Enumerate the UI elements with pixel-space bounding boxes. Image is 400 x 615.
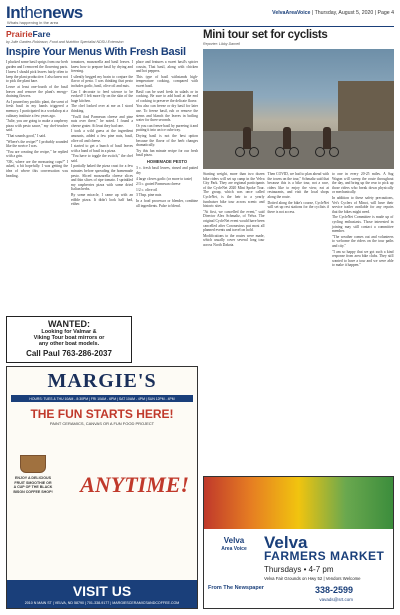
article-column: Then COVID, we had to plan ahead with the towns on the tour," Schmaltz said that because this is a bike tour, not a race, riders like to enjoy the view, eat at restaurants, and visit the local shops along the route. Dotted along the bike's course, CycleNet will set up rest stations for the cyclists if there is not access. <box>267 172 329 214</box>
tagline: Whats happening in the area <box>7 20 59 25</box>
newspaper-promo: From The Newspaper <box>208 585 264 591</box>
margies-footer: VISIT US 2010 N MAIN ST | VELVA, ND 58790 | 701-338-9177 | MARGIESCERAMICSANDCOFFEE.COM <box>7 580 197 608</box>
produce-image <box>204 477 393 529</box>
wanted-ad: WANTED: Looking for Valmar & Viking Tour boat mirrors or any other boat models. Call Paul 763-286-2037 <box>6 316 132 363</box>
article-column: to one in every 20-25 miles. A Sag Wagon will sweep the route throughout the day, and bring up the rear to pick up those riders who break down physically or mechanically. In addition to these safety precautions, Vet's Cyclers of Minot, will have their service trailer available for any repairs that the bikes might need. The CycleNet Committee is made up of cycling enthusiasts. Those interested in joining may still contact a committee member. "The weather comes out and volunteers to welcome the riders on the tour paths and city." "I am so happy that we got such a kind response from area bike clubs. They still wanted to have a tour and we were able to make it happen." <box>332 172 394 268</box>
article-column: I plucked some basil sprigs from our herb garden and I removed the flowering parts. I knew I should pick leaves fairly often to keep the plant productive. I also knew not to pick the plant bare. Leave at least one-fourth of the basil leaves and remove the plant's energy-draining flowers. As I pruned my prolific plant, the scent of fresh basil in my hands triggered a memory. I participated in a workshop at a culinary institute a few years ago. "Julie, you are going to make a raspberry pizza with pesto sauce," my chef-teacher said. "That sounds good," I said. "Where's the recipe?" I probably sounded like the novice I was. "You are creating the recipe," he replied with a grin. "OK, where are the measuring cups?" I asked, a bit hopefully. I was getting the idea of where this conversation was heading. <box>6 60 68 178</box>
market-title: FARMERS MARKET <box>264 549 385 563</box>
logo: Inthenews <box>6 3 83 22</box>
coffee-cup-icon <box>20 455 46 473</box>
right-article <box>203 29 394 269</box>
masthead <box>6 3 394 25</box>
ad-phone: 338-2599 <box>314 585 353 595</box>
margies-tagline: THE FUN STARTS HERE! <box>30 407 174 421</box>
article-column: place and features a sweet basil's spicier cousin, Thai basil, along with chicken and hot peppers. This type of basil withstands high-temperature cooking, compared with sweet basil. Basil can be used fresh in salads or in cooking. Be sure to add basil at the end of cooking to preserve the delicate flavor. You also can freeze or dry basil for later use. To freeze basil, rub or remove the stems and blanch the leaves in boiling water for three seconds. Or you can freeze basil by pureeing it and putting it into an ice cube tray. Drying basil is not the best option because the flavor of the herb changes dramatically. Try this fun minute recipe for our fresh basil pizza. HOMEMADE PESTO 3 c. fresh basil leaves, rinsed and patted dry 4 large cloves garlic (or more to taste) 2/3 c. grated Parmesan cheese 1/2 c. olive oil 3 Tbsp. pine nuts In a food processor or blender, combine all ingredients. Pulse to blend. <box>136 60 198 208</box>
byline: by Julie Garden-Robinson, Food and Nutrition Specialist NDSU Extension <box>6 40 124 44</box>
wanted-phone: Call Paul 763-286-2037 <box>26 349 112 358</box>
margies-logo: MARGIE'S <box>47 370 157 392</box>
article-headline: Inspire Your Menus With Fresh Basil <box>6 46 186 58</box>
recipe-title: HOMEMADE PESTO <box>146 158 188 164</box>
market-title-velva: Velva <box>264 533 308 552</box>
byline: Reporter: Libby Darnell <box>203 42 240 46</box>
article-column: tomatoes, mozzarella and basil leaves. I knew how to prepare basil by drying and freezing. I silently begged my brain to conjure the flavor of pesto. I was thinking that pesto includes garlic, basil, olive oil and nuts. Can I decorate to feed science to be evoked? I felt more fly on the skin of the huge kitchen. The chef looked over at me as I stood thinking. "You'll find Parmesan cheese and pine nuts over there," he noted. I found a cheese grater. At least they had one. I took a wild guess at the ingredient amounts, added a few pine nuts, basil, olive oil and cheese. I started to get a bunch of basil leaves with a hand of basil in a pizza. "You have to toggle the switch," the chef said. I partially baked the pizza crust for a few minutes before spreading the homemade pesto. Sliced mozzarella cheese slices and thin slices of ripe tomato. I sprinkled my raspberries pizza with some dried Italian herbs. By some miracle, I came up with an edible pizza. It didn't look half bad, either. <box>71 60 133 207</box>
issue-info: VelvaAreaVoice | Thursday, August 5, 2020 | Page 4 <box>272 10 394 16</box>
margies-hours: HOURS: TUES & THU 10AM - 8:30PM | FRI 10AM - 6PM | SAT 10AM - 4PM | SUN 12PM - 4PM <box>11 395 193 402</box>
ad-email: vavads@srt.com <box>319 597 353 602</box>
margies-ad <box>6 366 198 609</box>
farmers-market-ad <box>203 476 394 609</box>
margies-description: PAINT CERAMICS, CANVAS OR A FUN FOOD PROJECT <box>49 421 155 426</box>
margies-anytime: ANYTIME! <box>80 472 189 497</box>
section-title: PrairieFare <box>6 29 51 39</box>
market-hours: Thursdays • 4-7 pm <box>264 565 334 574</box>
velva-logo: Velva Area Voice <box>221 536 247 552</box>
left-article <box>6 29 198 209</box>
article-headline: Mini tour set for cyclists <box>203 29 328 41</box>
cyclists-photo <box>203 49 394 169</box>
coffee-cup-image: ENJOY A DELICIOUS FRUIT SMOOTHIE OR A CUP OF THE BLACK BISON COFFEE SHOP! <box>13 455 53 494</box>
divider <box>6 26 394 27</box>
article-column: Starting weight, more than two dozen bike riders will set up camp in the Velva City Park. They are regional participants of the CycleNet 2020 Mini Spoke Tour. The group, which was once called CycleNet, is the heir to a yearly fundraiser bike tour across scenic and historic sites. "At first, we cancelled the event," said Director Alex Schmaltz, of Velva. The original CycleNet event would have been cancelled after Coronavirus put most all planned events and travel on hold. Modifications to the routes were made, which usually cover several long tour across North Dakota. <box>203 172 265 247</box>
market-location: Velva Fair Grounds on Hwy 52 | Vendors Welcome <box>264 576 361 581</box>
